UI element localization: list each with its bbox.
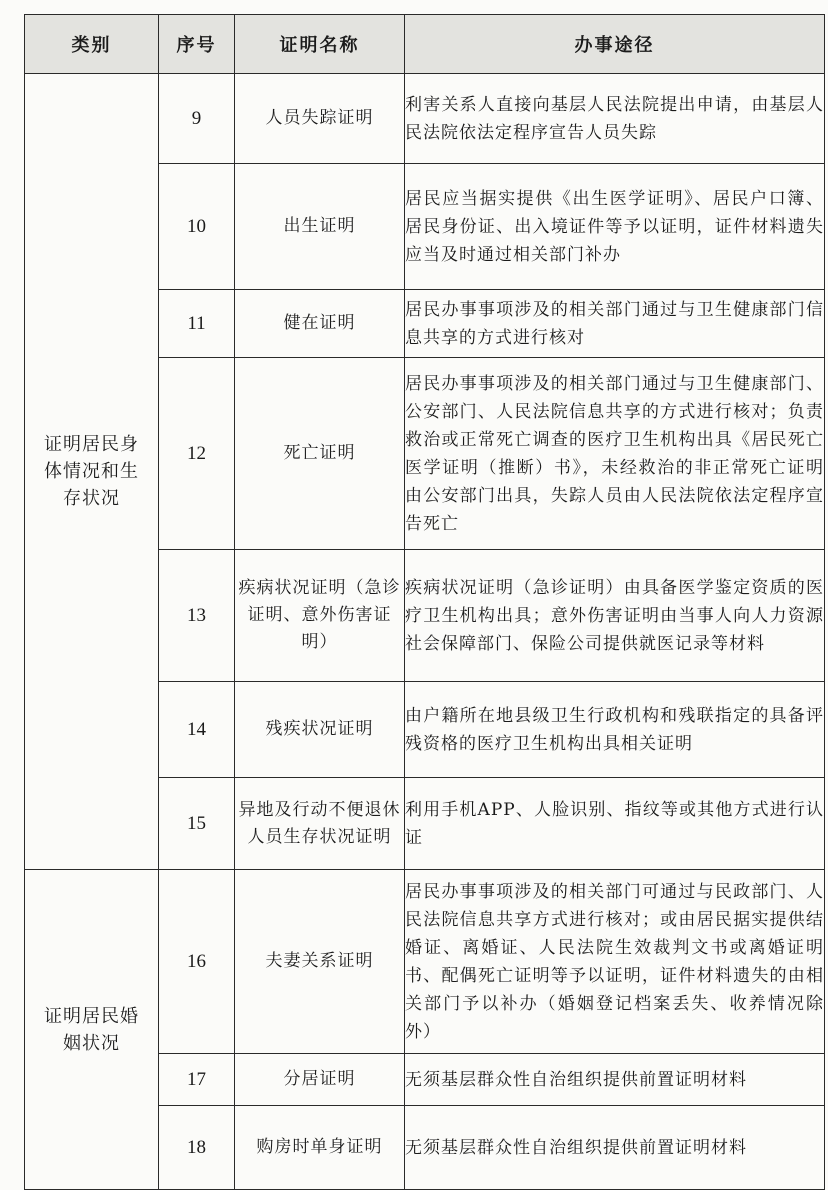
category-label: 证明居民婚姻状况	[44, 1005, 139, 1054]
table-row	[25, 870, 825, 1054]
number-cell: 10	[159, 164, 235, 290]
number-cell: 17	[159, 1054, 235, 1106]
number-cell: 18	[159, 1106, 235, 1190]
header-number: 序号	[159, 15, 235, 74]
number-cell: 14	[159, 682, 235, 778]
name-cell: 健在证明	[235, 290, 405, 358]
name-cell: 疾病状况证明（急诊证明、意外伤害证明）	[235, 550, 405, 682]
header-route: 办事途径	[405, 15, 825, 74]
name-cell: 夫妻关系证明	[235, 870, 405, 1054]
route-cell: 利用手机APP、人脸识别、指纹等或其他方式进行认证	[405, 778, 825, 870]
route-cell: 由户籍所在地县级卫生行政机构和残联指定的具备评残资格的医疗卫生机构出具相关证明	[405, 682, 825, 778]
route-cell: 居民应当据实提供《出生医学证明》、居民户口簿、居民身份证、出入境证件等予以证明，证件材料遗失应当及时通过相关部门补办	[405, 164, 825, 290]
number-cell: 11	[159, 290, 235, 358]
name-cell: 出生证明	[235, 164, 405, 290]
route-cell: 疾病状况证明（急诊证明）由具备医学鉴定资质的医疗卫生机构出具；意外伤害证明由当事人向人力资源社会保障部门、保险公司提供就医记录等材料	[405, 550, 825, 682]
number-cell: 16	[159, 870, 235, 1054]
name-cell: 残疾状况证明	[235, 682, 405, 778]
table-row	[25, 74, 825, 164]
name-cell: 人员失踪证明	[235, 74, 405, 164]
header-name: 证明名称	[235, 15, 405, 74]
route-cell: 利害关系人直接向基层人民法院提出申请，由基层人民法院依法定程序宣告人员失踪	[405, 74, 825, 164]
category-label: 证明居民身体情况和生存状况	[44, 434, 139, 509]
number-cell: 12	[159, 358, 235, 550]
name-cell: 死亡证明	[235, 358, 405, 550]
table-header-row	[25, 15, 825, 74]
number-cell: 15	[159, 778, 235, 870]
number-cell: 13	[159, 550, 235, 682]
route-cell: 居民办事事项涉及的相关部门通过与卫生健康部门、公安部门、人民法院信息共享的方式进行核对；负责救治或正常死亡调查的医疗卫生机构出具《居民死亡医学证明（推断）书》，未经救治的非正常死亡证明由公安部门出具，失踪人员由人民法院依法定程序宣告死亡	[405, 358, 825, 550]
name-cell: 购房时单身证明	[235, 1106, 405, 1190]
route-cell: 居民办事事项涉及的相关部门通过与卫生健康部门信息共享的方式进行核对	[405, 290, 825, 358]
number-cell: 9	[159, 74, 235, 164]
route-cell: 无须基层群众性自治组织提供前置证明材料	[405, 1106, 825, 1190]
certificate-table	[24, 14, 825, 1190]
route-cell: 居民办事事项涉及的相关部门可通过与民政部门、人民法院信息共享方式进行核对；或由居民据实提供结婚证、离婚证、人民法院生效裁判文书或离婚证明书、配偶死亡证明等予以证明，证件材料遗失的由相关部门予以补办（婚姻登记档案丢失、收养情况除外）	[405, 870, 825, 1054]
category-cell-body-and-survival	[25, 74, 159, 870]
name-cell: 分居证明	[235, 1054, 405, 1106]
name-cell: 异地及行动不便退休人员生存状况证明	[235, 778, 405, 870]
header-category: 类别	[25, 15, 159, 74]
certificate-table-page	[24, 14, 824, 1158]
route-cell: 无须基层群众性自治组织提供前置证明材料	[405, 1054, 825, 1106]
